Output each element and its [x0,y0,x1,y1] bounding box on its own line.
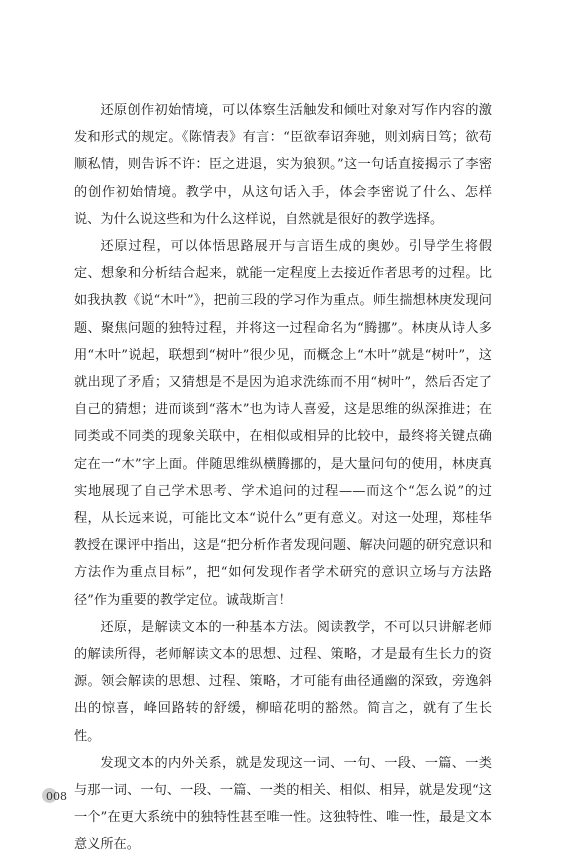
paragraph-2: 还原过程，可以体悟思路展开与言语生成的奥妙。引导学生将假定、想象和分析结合起来，就能一定程度上去接近作者思考的过程。比如我执教《说“木叶”》，把前三段的学习作为重点。师生揣想林庚发现问题、聚焦问题的独特过程，并将这一过程命名为“腾挪”。林庚从诗人多用“木叶”说起，联想到“树叶”很少见，而概念上“木叶”就是“树叶”，这就出现了矛盾；又猜想是不是因为追求洗练而不用“树叶”，然后否定了自己的猜想；进而谈到“落木”也为诗人喜爱，这是思维的纵深推进；在同类或不同类的现象关联中，在相似或相异的比较中，最终将关键点确定在一“木”字上面。伴随思维纵横腾挪的，是大量问句的使用，林庚真实地展现了自己学术思考、学术追问的过程——而这个“怎么说”的过程，从长远来说，可能比文本“说什么”更有意义。对这一处理，郑桂华教授在课评中指出，这是“把分析作者发现问题、解决问题的研究意识和方法作为重点目标”，把“如何发现作者学术研究的意识立场与方法路径”作为重要的教学定位。诚哉斯言！ [74,239,492,608]
body-text [74,97,492,859]
paragraph-3: 还原，是解读文本的一种基本方法。阅读教学，不可以只讲解老师的解读所得，老师解读文本的思想、过程、策略，才是最有生长力的资源。领会解读的思想、过程、策略，才可能有曲径通幽的深致，旁逸斜出的惊喜，峰回路转的舒缓，柳暗花明的豁然。简言之，就有了生长性。 [74,619,492,744]
page-number-text: 008 [46,789,67,803]
paragraph-4: 发现文本的内外关系，就是发现这一词、一句、一段、一篇、一类与那一词、一句、一段、一篇、一类的相关、相似、相异，就是发现“这一个”在更大系统中的独特性甚至唯一性。这独特性、唯一性，最是文本意义所在。 [74,755,492,853]
paragraph-1: 还原创作初始情境，可以体察生活触发和倾吐对象对写作内容的激发和形式的规定。《陈情表》有言：“臣欲奉诏奔驰，则刘病日笃；欲苟顺私情，则告诉不许：臣之进退，实为狼狈。”这一句话直接揭示了李密的创作初始情境。教学中，从这句话入手，体会李密说了什么、怎样说、为什么说这些和为什么这样说，自然就是很好的教学选择。 [74,103,492,227]
page-number [42,787,67,805]
